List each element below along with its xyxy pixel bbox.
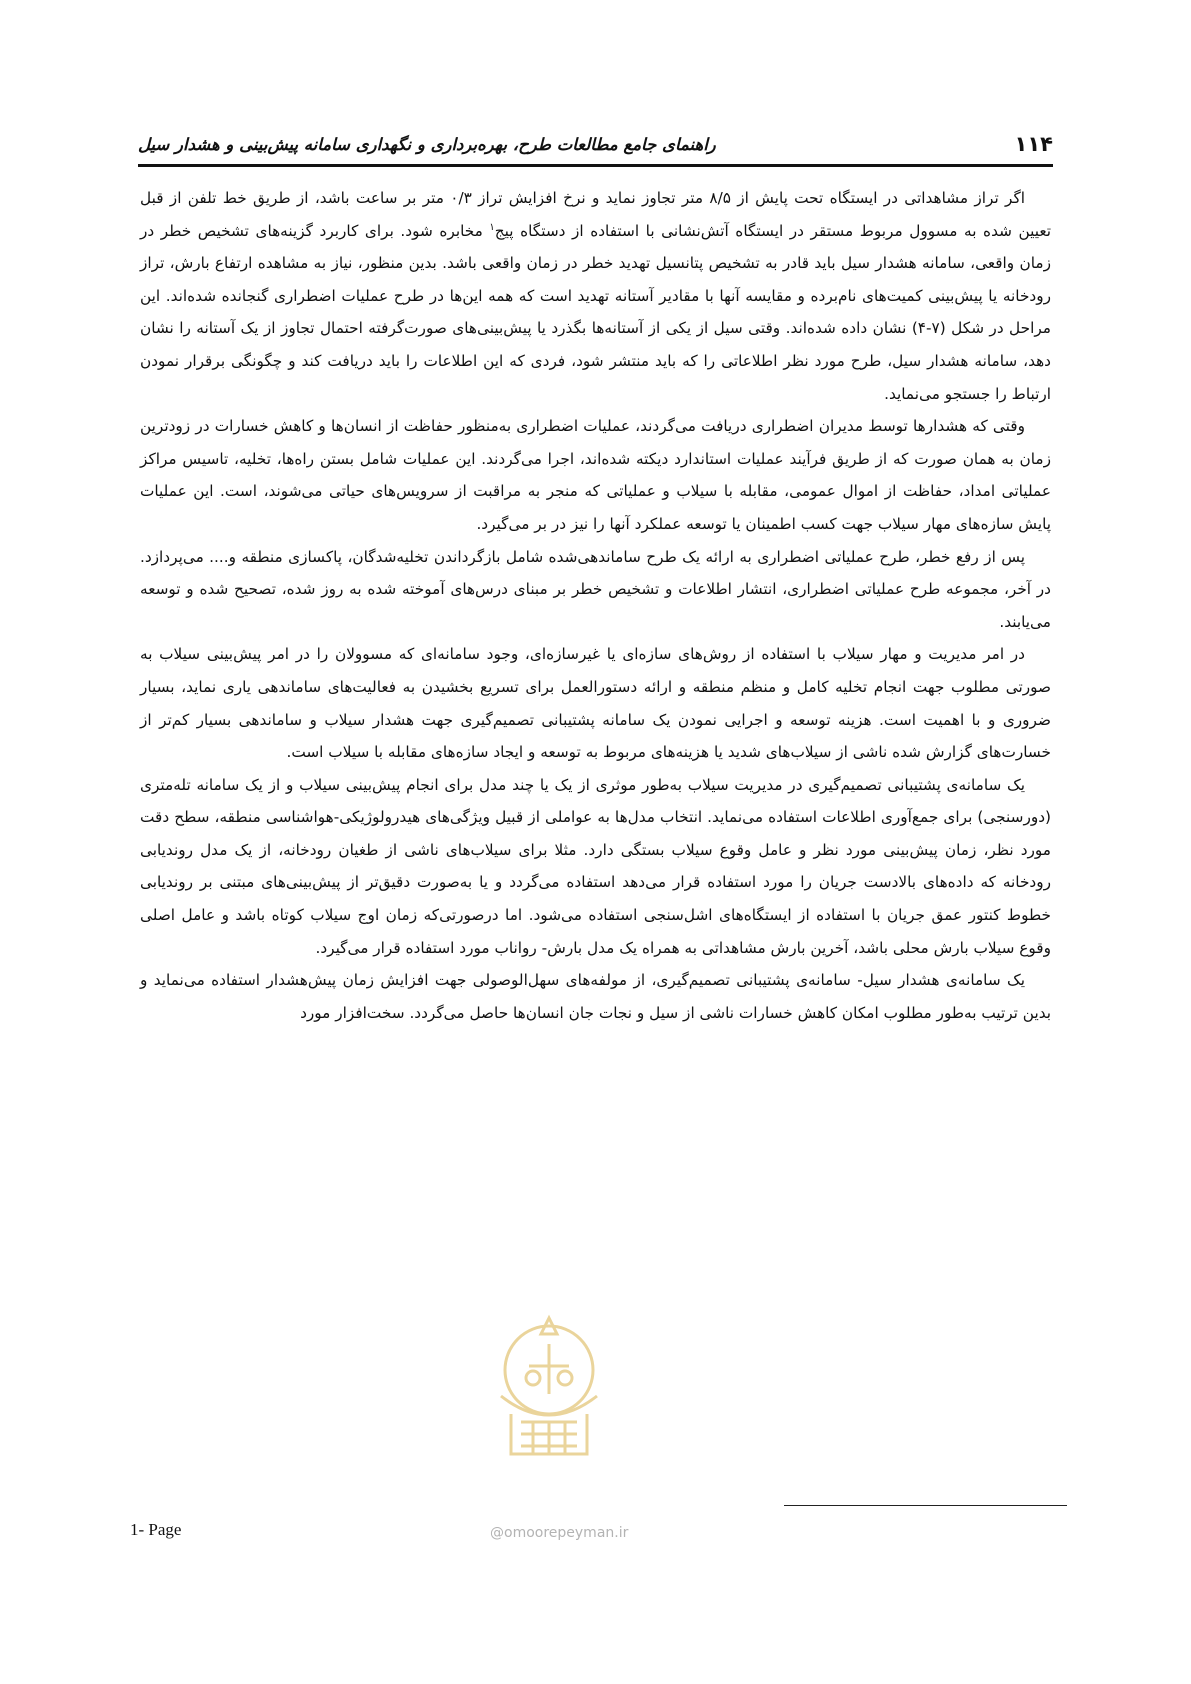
footnote: 1- Page xyxy=(130,1520,182,1539)
paragraph: اگر تراز مشاهداتی در ایستگاه تحت پایش از ۸/۵ متر تجاوز نماید و نرخ افزایش تراز ۰/۳ متر بر ساعت باشد، از طریق خط تلفن از قبل تعیین شده به مسوول مربوط مستقر در ایستگاه آتش‌نشانی با استفاده از دستگاه پیج$^۱$ مخابره شود. برای کاربرد گزینه‌های تشخیص خطر در زمان واقعی، سامانه هشدار سیل باید قادر به تشخیص پتانسیل تهدید خطر در زمان واقعی باشد. بدین منظور، نیاز به مشاهده ارتفاع بارش، تراز رودخانه یا پیش‌بینی کمیت‌های نام‌برده و مقایسه آنها با مقادیر آستانه تهدید است که همه این‌ها در طرح عملیات اضطراری گنجانده شده‌اند. این مراحل در شکل (۷-۴) نشان داده شده‌اند. وقتی سیل از یکی از آستانه‌ها بگذرد یا پیش‌بینی‌های صورت‌گرفته احتمال تجاوز از یک آستانه را نشان دهد، سامانه هشدار سیل، طرح مورد نظر اطلاعاتی را که باید منتشر شود، فردی که این اطلاعات را باید دریافت کند و چگونگی برقرار نمودن ارتباط را جستجو می‌نماید. xyxy=(140,189,1051,403)
body-text xyxy=(140,182,1051,1029)
paragraph: وقتی که هشدارها توسط مدیران اضطراری دریافت می‌گردند، عملیات اضطراری به‌منظور حفاظت از انسان‌ها و کاهش خسارات در زودترین زمان به همان صورت که از طریق فرآیند عملیات استاندارد دیکته شده‌اند، اجرا می‌گردند. این عملیات شامل بستن راه‌ها، تخلیه، تاسیس مراکز عملیاتی امداد، حفاظت از اموال عمومی، مقابله با سیلاب و عملیاتی که منجر به مراقبت از سرویس‌های حیاتی می‌شوند، است. این عملیات پایش سازه‌های مهار سیلاب جهت کسب اطمینان یا توسعه عملکرد آنها را نیز در بر می‌گیرد. xyxy=(140,417,1051,533)
page-header xyxy=(138,124,1053,164)
paragraph: یک سامانه‌ی هشدار سیل- سامانه‌ی پشتیبانی تصمیم‌گیری، از مولفه‌های سهل‌الوصولی جهت افزایش زمان پیش‌هشدار استفاده می‌نماید و بدین ترتیب به‌طور مطلوب امکان کاهش خسارات ناشی از سیل و نجات جان انسان‌ها حاصل می‌گردد. سخت‌افزار مورد xyxy=(140,971,1051,1022)
watermark-url: @omoorepeyman.ir xyxy=(490,1525,629,1541)
running-title: راهنمای جامع مطالعات طرح، بهره‌برداری و نگهداری سامانه پیش‌بینی و هشدار سیل xyxy=(138,134,716,154)
page-number: ۱۱۴ xyxy=(1014,132,1053,156)
footnote-marker[interactable]: ۱ xyxy=(489,221,495,233)
footnote-divider xyxy=(784,1505,1067,1506)
paragraph: یک سامانه‌ی پشتیبانی تصمیم‌گیری در مدیریت سیلاب به‌طور موثری از یک یا چند مدل برای انجام پیش‌بینی سیلاب و از یک سامانه تله‌متری (دورسنجی) برای جمع‌آوری اطلاعات استفاده می‌نماید. انتخاب مدل‌ها به عواملی از قبیل ویژگی‌های هیدرولوژیکی-هواشناسی منطقه، سطح دقت مورد نظر، زمان پیش‌بینی مورد نظر و عامل وقوع سیلاب بستگی دارد. مثلا برای سیلاب‌های ناشی از طغیان رودخانه، از یک مدل روندیابی رودخانه که داده‌های بالادست جریان را مورد استفاده قرار می‌دهد استفاده می‌گردد و یا به‌صورت دقیق‌تر از پیش‌بینی‌های مبتنی بر روندیابی خطوط کنتور عمق جریان با استفاده از ایستگاه‌های اشل‌سنجی استفاده می‌شود. اما درصورتی‌که زمان اوج سیلاب کوتاه باشد و عامل اصلی وقوع سیلاب بارش محلی باشد، آخرین بارش مشاهداتی به همراه یک مدل بارش- رواناب مورد استفاده قرار می‌گیرد. xyxy=(140,775,1051,957)
header-divider xyxy=(138,164,1053,167)
watermark-logo-icon xyxy=(481,1304,617,1480)
paragraph: در امر مدیریت و مهار سیلاب با استفاده از روش‌های سازه‌ای یا غیرسازه‌ای، وجود سامانه‌ای که مسوولان را در امر پیش‌بینی سیلاب به صورتی مطلوب جهت انجام تخلیه کامل و منظم منطقه و ارائه دستورالعمل برای تسریع بخشیدن به فعالیت‌های ساماندهی یاری نماید، بسیار ضروری و با اهمیت است. هزینه توسعه و اجرایی نمودن یک سامانه پشتیبانی تصمیم‌گیری جهت هشدار سیلاب و ساماندهی بسیار کم‌تر از خسارت‌های گزارش شده ناشی از سیلاب‌های شدید یا هزینه‌های مربوط به توسعه و ایجاد سازه‌های مقابله با سیلاب است. xyxy=(140,645,1051,762)
paragraph: پس از رفع خطر، طرح عملیاتی اضطراری به ارائه یک طرح ساماندهی‌شده شامل بازگرداندن تخلیه‌شدگان، پاکسازی منطقه و.... می‌پردازد. در آخر، مجموعه طرح عملیاتی اضطراری، انتشار اطلاعات و تشخیص خطر بر مبنای درس‌های آموخته شده به روز شده، تصحیح شده و توسعه می‌یابند. xyxy=(140,547,1051,631)
